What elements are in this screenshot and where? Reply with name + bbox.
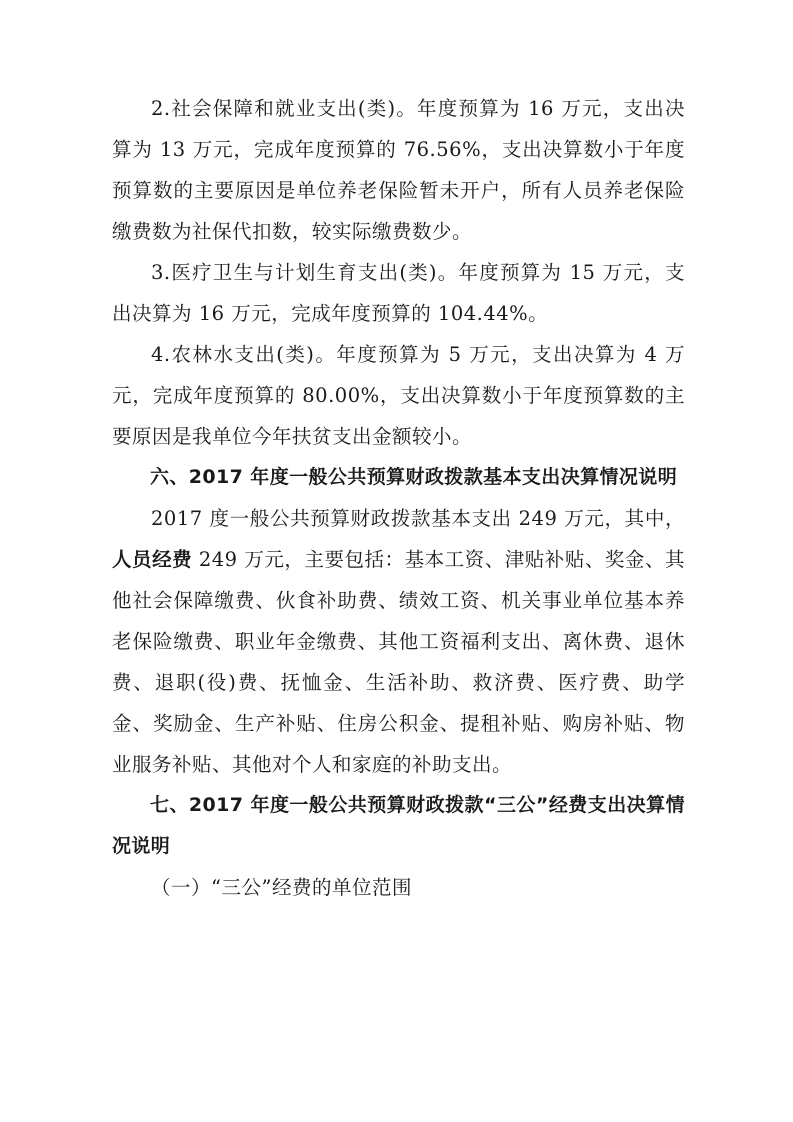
paragraph-item-3-medical-health: 3.医疗卫生与计划生育支出(类)。年度预算为 15 万元，支出决算为 16 万元，完成年度预算的 104.44%。 (112, 261, 685, 325)
section-six-text-part-2: 249 万元，主要包括：基本工资、津贴补贴、奖金、其他社会保障缴费、伙食补助费、绩效工资、机关事业单位基本养老保险缴费、职业年金缴费、其他工资福利支出、离休费、退休费、退职(役)费、抚恤金、生活补助、救济费、医疗费、助学金、奖励金、生产补贴、住房公积金、提租补贴、购房补贴、物业服务补贴、其他对个人和家庭的补助支出。 (112, 548, 685, 776)
paragraph-item-2-social-security: 2.社会保障和就业支出(类)。年度预算为 16 万元，支出决算为 13 万元，完成年度预算的 76.56%，支出决算数小于年度预算数的主要原因是单位养老保险暂未开户，所有人员养老保险缴费数为社保代扣数，较实际缴费数少。 (112, 97, 685, 243)
heading-section-six: 六、2017 年度一般公共预算财政拨款基本支出决算情况说明 (150, 466, 678, 488)
document-body (112, 88, 685, 908)
section-six-text-part-1: 2017 度一般公共预算财政拨款基本支出 249 万元，其中， (151, 507, 685, 530)
subheading-section-seven-one: （一）“三公”经费的单位范围 (151, 876, 412, 899)
heading-section-seven: 七、2017 年度一般公共预算财政拨款“三公”经费支出决算情况说明 (112, 794, 685, 857)
paragraph-section-six-body (112, 498, 685, 785)
section-six-personnel-expense-label: 人员经费 (112, 548, 193, 571)
paragraph-item-4-agriculture-forestry-water: 4.农林水支出(类)。年度预算为 5 万元，支出决算为 4 万元，完成年度预算的 80.00%，支出决算数小于年度预算数的主要原因是我单位今年扶贫支出金额较小。 (112, 343, 685, 448)
